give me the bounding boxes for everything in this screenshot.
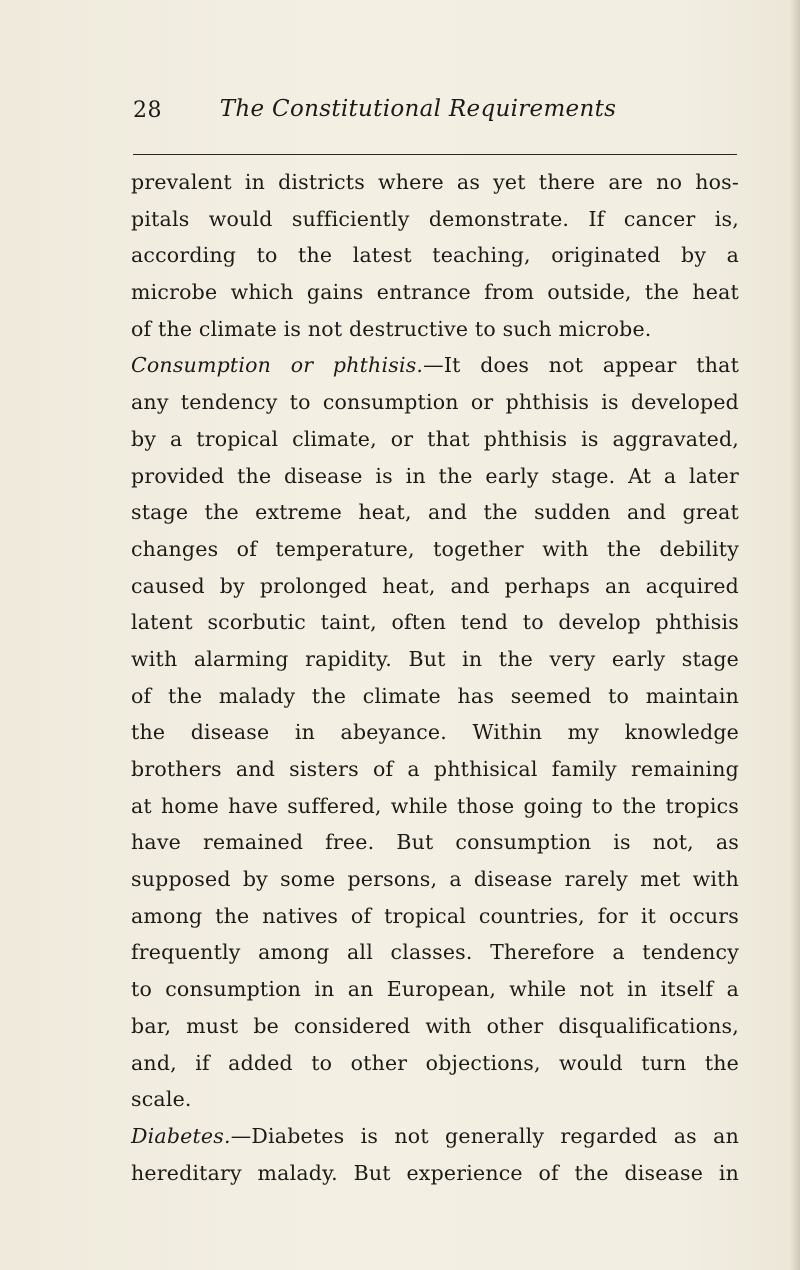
text-line: according to the latest teaching, originated by a bbox=[131, 243, 739, 268]
text-line: and, if added to other objections, would turn the bbox=[131, 1050, 739, 1075]
running-title: The Constitutional Requirements bbox=[219, 96, 617, 122]
body-text bbox=[131, 164, 739, 1191]
text-line: caused by prolonged heat, and perhaps an acquired bbox=[131, 573, 739, 598]
text-line: by a tropical climate, or that phthisis is aggravated, bbox=[131, 426, 739, 451]
section-heading-line-diabetes: Diabetes.—Diabetes is not generally regarded as an bbox=[131, 1123, 739, 1148]
text-line: the disease in abeyance. Within my knowledge bbox=[131, 720, 739, 745]
text-line: of the malady the climate has seemed to maintain bbox=[131, 683, 739, 708]
text-line: provided the disease is in the early stage. At a later bbox=[131, 463, 739, 488]
header-rule bbox=[133, 154, 737, 155]
text-line: microbe which gains entrance from outside, the heat bbox=[131, 280, 739, 305]
text-line: bar, must be considered with other disqualifications, bbox=[131, 1013, 739, 1038]
text-line: among the natives of tropical countries, for it occurs bbox=[131, 903, 739, 928]
text-line: prevalent in districts where as yet there are no hos- bbox=[131, 170, 739, 194]
text-line: frequently among all classes. Therefore a tendency bbox=[131, 940, 739, 965]
text-line: pitals would sufficiently demonstrate. If cancer is, bbox=[131, 206, 739, 231]
text-line: brothers and sisters of a phthisical family remaining bbox=[131, 757, 739, 781]
text-line: supposed by some persons, a disease rarely met with bbox=[131, 867, 739, 892]
text-line: changes of temperature, together with the debility bbox=[131, 536, 739, 561]
page-number: 28 bbox=[133, 98, 162, 123]
text-line: of the climate is not destructive to such microbe. bbox=[131, 316, 652, 341]
section-heading-diabetes: Diabetes. bbox=[131, 1123, 231, 1148]
text-line: latent scorbutic taint, often tend to develop phthisis bbox=[131, 610, 739, 635]
text-line: any tendency to consumption or phthisis is developed bbox=[131, 390, 739, 415]
section-heading-consumption: Consumption or phthisis. bbox=[131, 353, 424, 378]
text-line: hereditary malady. But experience of the disease in bbox=[131, 1160, 739, 1185]
section-heading-line-consumption: Consumption or phthisis.—It does not appear that bbox=[131, 353, 740, 378]
text-line: at home have suffered, while those going to the tropics bbox=[131, 793, 739, 818]
text-line: with alarming rapidity. But in the very early stage bbox=[131, 646, 739, 671]
page-edge-shadow bbox=[790, 0, 800, 1270]
text-line: stage the extreme heat, and the sudden and great bbox=[131, 500, 739, 525]
text-line: scale. bbox=[131, 1087, 192, 1112]
text-line: have remained free. But consumption is not, as bbox=[131, 830, 739, 855]
text-line: to consumption in an European, while not in itself a bbox=[131, 977, 739, 1002]
